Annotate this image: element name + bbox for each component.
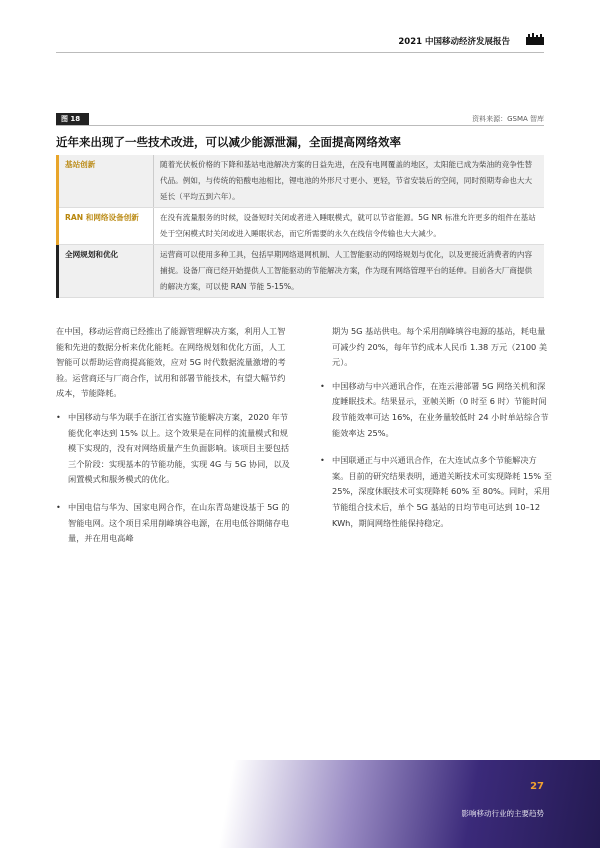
row-description: 运营商可以使用多种工具，包括早期网络退网机制、人工智能驱动的网络规划与优化，以及更接近消费者的内容捕捉。设备厂商已经开始提供人工智能驱动的节能解决方案，作为现有网络管理平台的延伸。目前各大厂商提供的解决方案，可以使 RAN 节能 5-15%。: [154, 245, 545, 298]
list-item: [320, 453, 552, 531]
report-title: 2021 中国移动经济发展报告: [398, 37, 510, 47]
figure-source: 资料来源：GSMA 智库: [472, 115, 544, 123]
list-item: [56, 410, 292, 488]
page-number: 27: [530, 781, 544, 792]
bullet-text: 中国移动与中兴通讯合作，在连云港部署 5G 网络关机和深度睡眠技术。结果显示，亚帧关断（0 时至 6 时）节能时间段节能效率可达 16%，在业务量较低时 24 小时单站综合节能效率达 25%。: [332, 380, 549, 438]
footer-section-title: 影响移动行业的主要趋势: [461, 809, 544, 818]
header-divider: [56, 52, 544, 53]
table-row: [58, 245, 545, 298]
gsma-logo-icon: [526, 33, 544, 45]
row-name: 全网规划和优化: [58, 245, 154, 298]
bullet-icon: •: [56, 501, 61, 512]
intro-paragraph: 在中国，移动运营商已经推出了能源管理解决方案，利用人工智能和先进的数据分析来优化能耗。在网络规划和优化方面，人工智能可以帮助运营商提高能效，应对 5G 时代数据流量激增的考验。运营商还与厂商合作，试用和部署节能技术，有望大幅节约成本，节能降耗。: [56, 326, 286, 399]
bullet-icon: •: [320, 455, 325, 466]
figure-label: 图 18: [56, 113, 89, 125]
figure-title: 近年来出现了一些技术改进，可以减少能源泄漏，全面提高网络效率: [56, 135, 401, 149]
body-column-right: [320, 324, 552, 543]
row-description: 随着光伏板价格的下降和基站电池解决方案的日益先进，在没有电网覆盖的地区，太阳能已成为柴油的竞争性替代品。例如，与传统的铅酸电池相比，锂电池的外形尺寸更小、更轻，节省安装后的空间，同时预期寿命也大大延长（平均五到六年）。: [154, 155, 545, 208]
bullet-list: [320, 379, 552, 531]
figure-divider: [56, 125, 544, 126]
row-description: 在没有流量服务的时候，设备短时关闭或者进入睡眠模式，就可以节省能源。5G NR 标准允许更多的组件在基站处于空闲模式时关闭或进入睡眠状态，而它所需要的永久在线信令传输也大大减少。: [154, 208, 545, 245]
bullet-icon: •: [56, 411, 61, 422]
list-item: [56, 500, 292, 547]
bullet-icon: •: [320, 380, 325, 391]
bullet-list: [56, 410, 292, 547]
technology-table: [56, 155, 544, 298]
bullet-text: 中国电信与华为、国家电网合作，在山东青岛建设基于 5G 的智能电网。这个项目采用削峰填谷电源，在用电低谷期储存电量，并在用电高峰: [68, 501, 290, 544]
bullet-continuation: 期为 5G 基站供电。每个采用削峰填谷电源的基站，耗电量可减少约 20%，每年节约成本人民币 1.38 万元（2100 美元）。: [332, 326, 548, 368]
bullet-text: 中国移动与华为联手在浙江省实施节能解决方案，2020 年节能优化率达到 15% 以上。这个效果是在同样的流量模式和规模下实现的，没有对网络质量产生负面影响。该项目主要包括三个阶段：实现基本的节能功能，实现 4G 与 5G 协同，以及闲置模式和服务模式的优化。: [68, 411, 290, 485]
bullet-text: 中国联通正与中兴通讯合作，在大连试点多个节能解决方案。目前的研究结果表明，通道关断技术可实现降耗 15% 至 25%，深度休眠技术可实现降耗 60% 至 80%。同时，采用节能组合技术后，单个 5G 基站的日均节电可达到 10–12 KWh，期间网络性能保持稳定。: [332, 455, 552, 528]
body-column-left: [56, 324, 292, 559]
row-name: 基站创新: [58, 155, 154, 208]
row-name: RAN 和网络设备创新: [58, 208, 154, 245]
footer-gradient-bar: [0, 760, 600, 848]
list-item: [320, 379, 552, 441]
table-row: [58, 208, 545, 245]
table-row: [58, 155, 545, 208]
